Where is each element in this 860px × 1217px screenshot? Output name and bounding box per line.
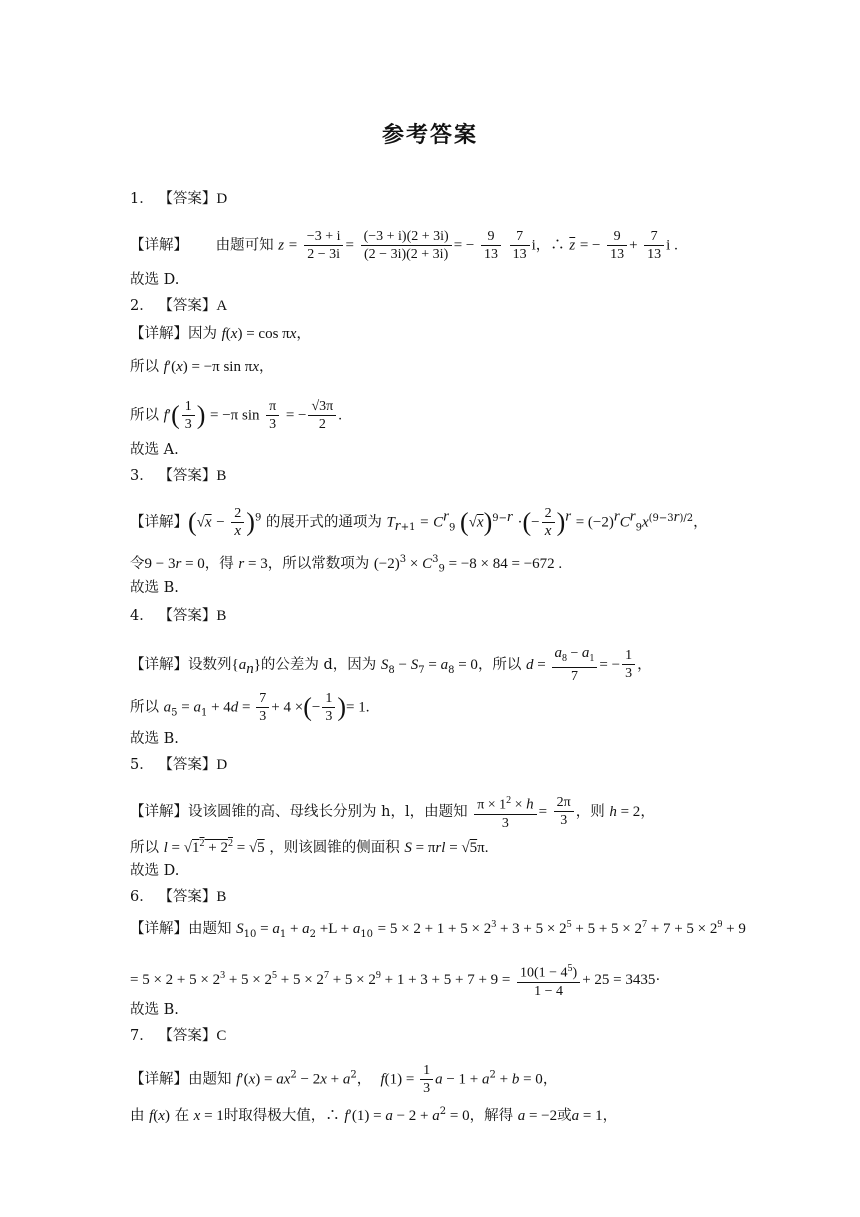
q3-detail-line-2: 令9 − 3r = 0，得 r = 3，所以常数项为 $(-2)^3 \times C^3_9 = -8 \times 84 = -672$ .	[130, 554, 563, 575]
q1-conclusion: 故选 D.	[130, 272, 180, 288]
q1-answer-line: 1． 【答案】D	[130, 191, 228, 207]
q6-conclusion: 故选 B.	[130, 1002, 179, 1018]
q3-answer-line: 3． 【答案】B	[130, 468, 227, 484]
q6-detail-line-2: = $5 \times 2 + 5 \times 2^3 + 5 \times 2^5 + 5 \times 2^7 + 5 \times 2^9 + 1 + 3 + 5 + 7 + 9$ = $\frac{10(1 - 4^5)}{1 - 4}$ + 25 = 3435·	[130, 960, 660, 1000]
q3-conclusion: 故选 B.	[130, 580, 179, 596]
q4-conclusion: 故选 B.	[130, 731, 179, 747]
q7-detail-line-1: 【详解】由题知 $f'(x) = ax^2 - 2x + a^2$， f(1) = $\frac{1}{3}$ $a - 1 + a^2 + b = 0$，	[130, 1063, 558, 1096]
q3-detail-line-1: 【详解】(√x − $\frac{2}{x}$ )$^9$ 的展开式的通项为 $T_{r+1} = C^r_9$ $(√x)^{9-r}$ ·(− $\frac{2}{x}$ )$^r = (-2)^rC^r_9x^{(9-3r)/2}$，	[130, 506, 708, 539]
q5-detail-line-1: 【详解】设该圆锥的高、母线长分别为 h，l，由题知 $\frac{\pi \times 1^2 \times h}{3}$ = $\frac{2\pi}{3}$ ，则 h = 2，	[130, 792, 655, 832]
q4-detail-line-2: 所以 $a_5 = a_1 + 4d$ = $\frac{7}{3}$ + 4 ×(− $\frac{1}{3}$ )= 1.	[130, 691, 370, 724]
q2-detail-line-3: 所以 f′( $\frac{1}{3}$ ) = −π sin $\frac{\pi}{3}$ = − $\frac{√3\pi}{2}$ .	[130, 399, 342, 432]
q4-detail-line-1: 【详解】设数列$\{a_n\}$的公差为 d，因为 $S_8 - S_7 = a_8 = 0$，所以 d = $\frac{a_8 - a_1}{7}$ = − $\frac{1}{3}$ ，	[130, 645, 652, 684]
page-title: 参考答案	[381, 123, 478, 148]
q2-detail-line-1: 【详解】因为 f(x) = cos πx，	[130, 326, 311, 342]
q4-answer-line: 4． 【答案】B	[130, 608, 227, 624]
q5-detail-line-2: 所以 $l = √1^2 + 2^2 = √5$ ，则该圆锥的侧面积 S = πrl = √5π.	[130, 838, 489, 856]
q5-conclusion: 故选 D.	[130, 863, 180, 879]
q7-detail-line-2: 由 f(x) 在 x = 1时取得极大值，∴ $f'(1) = a - 2 + a^2 = 0$，解得 a = −2或a = 1，	[130, 1106, 618, 1124]
q2-detail-line-2: 所以 f′(x) = −π sin πx，	[130, 359, 274, 375]
q5-answer-line: 5． 【答案】D	[130, 757, 228, 773]
q6-detail-line-1: 【详解】由题知 $S_{10} = a_1 + a_2 +L + a_{10} = 5 \times 2 + 1 + 5 \times 2^3 + 3 + 5 \times 2^5 + 5 + 5 \times 2^7 + 7 + 5 \times 2^9 + 9$	[130, 919, 746, 940]
q2-answer-line: 2． 【答案】A	[130, 298, 228, 314]
q1-detail-line: 【详解】 由题可知 z = $\frac{-3 + i}{2 - 3i}$ = $\frac{(-3 + i)(2 + 3i)}{(2 - 3i)(2 + 3i)}$ = − $\frac{9}{13}$ $\frac{7}{13}$ i，∴ $\overline{z}$ = − $\frac{9}{13}$ + $\frac{7}{13}$ i .	[130, 229, 678, 262]
q7-answer-line: 7． 【答案】C	[130, 1028, 227, 1044]
q6-answer-line: 6． 【答案】B	[130, 889, 227, 905]
q2-conclusion: 故选 A.	[130, 442, 179, 458]
